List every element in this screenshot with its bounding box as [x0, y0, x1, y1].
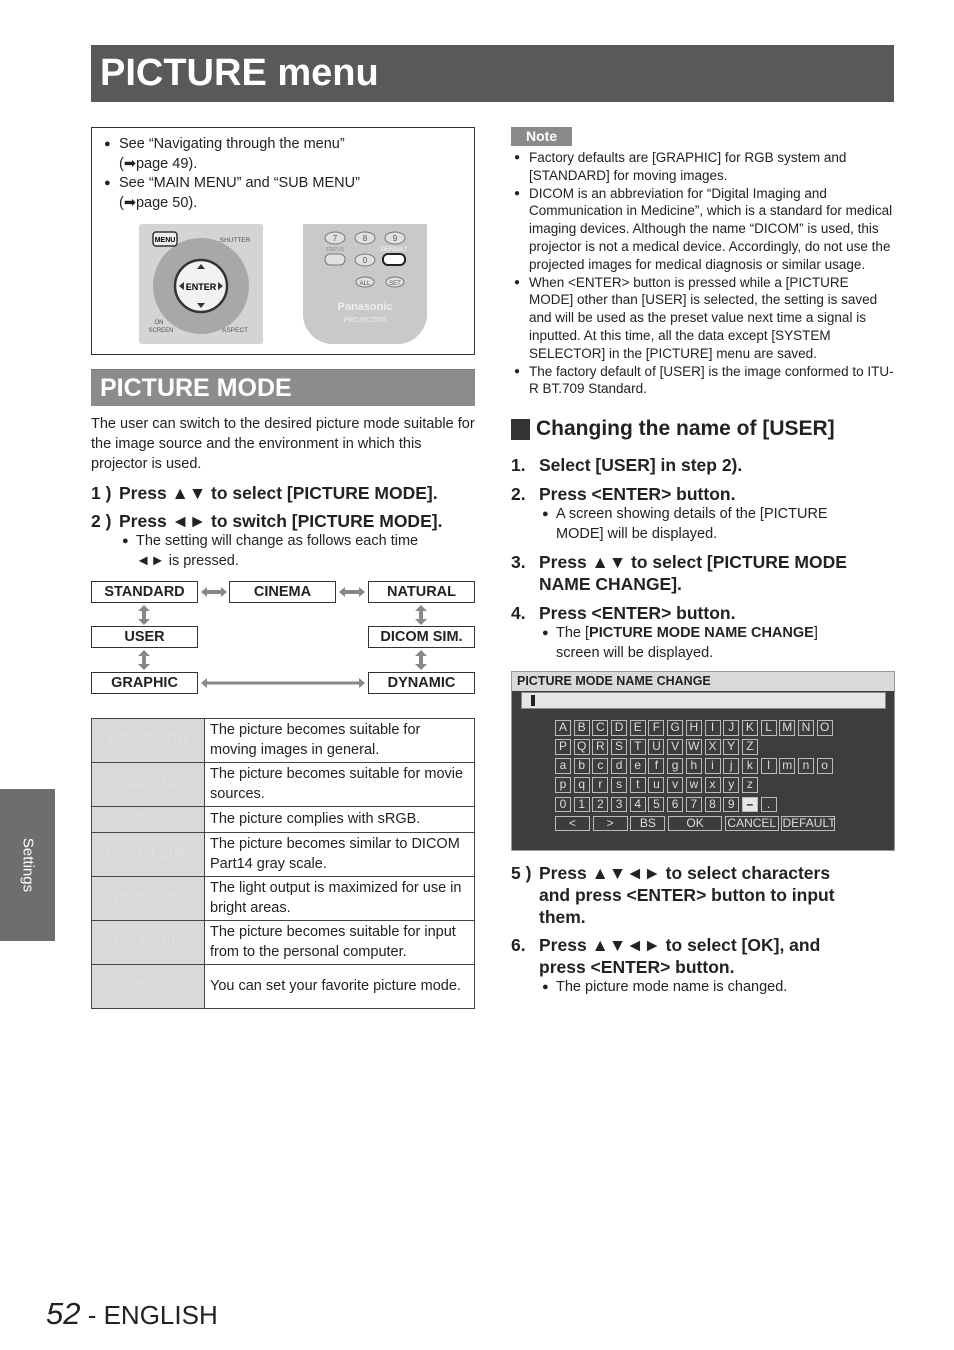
- subsection-heading: Changing the name of [USER]: [511, 416, 895, 442]
- flow-user: USER: [91, 626, 198, 648]
- flow-standard: STANDARD: [91, 581, 198, 603]
- keyboard-key[interactable]: 0: [555, 797, 571, 813]
- keyboard-key[interactable]: Y: [723, 739, 739, 755]
- keyboard-key[interactable]: q: [574, 777, 590, 793]
- vertical-double-arrow-icon: [415, 605, 427, 625]
- backspace-key[interactable]: BS: [630, 816, 665, 832]
- flow-cinema: CINEMA: [229, 581, 336, 603]
- keyboard-key[interactable]: l: [761, 758, 777, 774]
- text-cursor: [531, 695, 535, 706]
- keyboard-key[interactable]: M: [779, 720, 795, 736]
- keyboard-row: [555, 739, 838, 755]
- picture-mode-table: [91, 718, 475, 1009]
- keyboard-key[interactable]: v: [667, 777, 683, 793]
- keyboard-key[interactable]: A: [555, 720, 571, 736]
- cn-step-2-note-cont: MODE] will be displayed.: [556, 525, 718, 542]
- enter-key: ENTER: [185, 282, 217, 292]
- keyboard-key[interactable]: J: [723, 720, 739, 736]
- flow-graphic: GRAPHIC: [91, 672, 198, 694]
- table-row: DYNAMIC The light output is maximized for use in bright areas.: [92, 877, 475, 921]
- keyboard-key[interactable]: C: [592, 720, 608, 736]
- keyboard-key[interactable]: g: [667, 758, 683, 774]
- keyboard-key[interactable]: K: [742, 720, 758, 736]
- page-number: 52: [46, 1296, 81, 1331]
- keyboard-key[interactable]: 3: [611, 797, 627, 813]
- step-2-note: ● The setting will change as follows each time: [91, 532, 475, 552]
- keyboard-key[interactable]: T: [630, 739, 646, 755]
- keyboard-key[interactable]: G: [667, 720, 683, 736]
- mode-flow-diagram: [91, 581, 475, 701]
- keyboard-key[interactable]: o: [817, 758, 833, 774]
- info-box: [91, 127, 475, 355]
- cn-step-2: 2. Press <ENTER> button.: [511, 484, 736, 505]
- ok-key[interactable]: OK: [668, 816, 722, 832]
- long-double-arrow-icon: [201, 678, 365, 688]
- svg-text:8: 8: [362, 234, 368, 243]
- title-bar: [91, 45, 894, 102]
- keyboard-key[interactable]: x: [705, 777, 721, 793]
- table-row: NATURAL The picture complies with sRGB.: [92, 807, 475, 833]
- keyboard-key[interactable]: f: [648, 758, 664, 774]
- flow-dicom: DICOM SIM.: [368, 626, 475, 648]
- keyboard-key[interactable]: k: [742, 758, 758, 774]
- svg-text:7: 7: [332, 234, 338, 243]
- intro-text: The user can switch to the desired picture mode suitable for the image source and the environment in which this projector is used.: [91, 416, 475, 472]
- keyboard-row: [555, 720, 838, 736]
- keyboard-key[interactable]: u: [648, 777, 664, 793]
- double-arrow-icon: [339, 587, 365, 597]
- cn-step-5: 5 ) Press ▲▼◄► to select characters and press <ENTER> button to input them.: [511, 863, 835, 928]
- svg-text:STATUS: STATUS: [325, 247, 345, 253]
- note-item: ● The factory default of [USER] is the image conformed to ITU-R BT.709 Standard.: [511, 363, 895, 399]
- cn-step-1: 1. Select [USER] in step 2).: [511, 455, 743, 476]
- keyboard-key[interactable]: i: [705, 758, 721, 774]
- step-2: 2 ) Press ◄► to switch [PICTURE MODE].: [91, 511, 443, 531]
- vertical-double-arrow-icon: [138, 605, 150, 625]
- page-title: PICTURE menu: [100, 52, 379, 94]
- keyboard-key[interactable]: 1: [574, 797, 590, 813]
- info-bullet: ● See “MAIN MENU” and “SUB MENU” (➡page 50).: [104, 174, 462, 213]
- svg-text:ALL: ALL: [359, 281, 371, 287]
- keyboard-key[interactable]: h: [686, 758, 702, 774]
- vertical-double-arrow-icon: [138, 650, 150, 670]
- keyboard-key[interactable]: y: [723, 777, 739, 793]
- remote-control-image: [303, 224, 427, 344]
- keyboard-key[interactable]: L: [761, 720, 777, 736]
- keyboard-key[interactable]: E: [630, 720, 646, 736]
- keyboard-key[interactable]: X: [705, 739, 721, 755]
- keyboard-key[interactable]: R: [592, 739, 608, 755]
- step-2-note-cont: ◄► is pressed.: [136, 552, 239, 569]
- default-key: DEFAULT: [380, 247, 408, 253]
- keyboard-key[interactable]: W: [686, 739, 702, 755]
- step-1: 1 ) Press ▲▼ to select [PICTURE MODE].: [91, 483, 438, 503]
- note-item: ● Factory defaults are [GRAPHIC] for RGB system and [STANDARD] for moving images.: [511, 149, 895, 185]
- svg-text:PROJECTOR: PROJECTOR: [343, 317, 387, 324]
- keyboard-key[interactable]: t: [630, 777, 646, 793]
- svg-text:SET: SET: [389, 281, 401, 287]
- keyboard-key[interactable]: a: [555, 758, 571, 774]
- name-input-field[interactable]: [521, 692, 886, 709]
- name-change-screen: [511, 671, 895, 851]
- cn-step-3: 3. Press ▲▼ to select [PICTURE MODE NAME CHANGE].: [511, 552, 847, 595]
- keyboard-key[interactable]: e: [630, 758, 646, 774]
- cn-step-6-note: ● The picture mode name is changed.: [511, 978, 895, 998]
- table-row: DICOM SIM. The picture becomes similar to DICOM Part14 gray scale.: [92, 833, 475, 877]
- table-row: CINEMA The picture becomes suitable for movie sources.: [92, 763, 475, 807]
- note-label: Note: [511, 127, 572, 146]
- keyboard-key[interactable]: 4: [630, 797, 646, 813]
- flow-natural: NATURAL: [368, 581, 475, 603]
- keyboard-key[interactable]: 8: [705, 797, 721, 813]
- on-screen-key-1: ON: [154, 320, 164, 326]
- keyboard-row: [555, 816, 838, 832]
- control-panel-image: [139, 224, 263, 344]
- note-list: [511, 149, 895, 398]
- keyboard-key[interactable]: F: [648, 720, 664, 736]
- keyboard-key[interactable]: w: [686, 777, 702, 793]
- menu-key: MENU: [154, 237, 176, 244]
- keyboard-key[interactable]: .: [761, 797, 777, 813]
- keyboard-key[interactable]: b: [574, 758, 590, 774]
- keyboard-key[interactable]: O: [817, 720, 833, 736]
- language-label: ENGLISH: [103, 1300, 218, 1330]
- heading-square-icon: [511, 419, 530, 440]
- keyboard-key[interactable]: c: [592, 758, 608, 774]
- cn-step-6: 6. Press ▲▼◄► to select [OK], and press <ENTER> button.: [511, 935, 821, 978]
- aspect-key: ASPECT: [221, 327, 249, 334]
- svg-text:0: 0: [362, 256, 368, 265]
- on-screen-keyboard: [555, 720, 838, 835]
- side-tab-label: Settings: [19, 837, 36, 893]
- table-row: GRAPHIC The picture becomes suitable for input from to the personal computer.: [92, 921, 475, 965]
- keyboard-key[interactable]: z: [742, 777, 758, 793]
- double-arrow-icon: [201, 587, 227, 597]
- cancel-key[interactable]: CANCEL: [725, 816, 779, 832]
- section-heading: PICTURE MODE: [100, 374, 292, 402]
- default-key[interactable]: DEFAULT: [782, 815, 836, 830]
- keyboard-key[interactable]: 2: [592, 797, 608, 813]
- keyboard-key[interactable]: j: [723, 758, 739, 774]
- cn-step-4-note: ● The [PICTURE MODE NAME CHANGE]: [511, 624, 895, 644]
- left-column: [91, 127, 475, 1009]
- keyboard-key[interactable]: B: [574, 720, 590, 736]
- keyboard-key[interactable]: 9: [723, 797, 739, 813]
- keyboard-key[interactable]: Q: [574, 739, 590, 755]
- table-row: STANDARD The picture becomes suitable for moving images in general.: [92, 719, 475, 763]
- cn-step-4-note-cont: screen will be displayed.: [556, 644, 714, 661]
- keyboard-key[interactable]: 6: [667, 797, 683, 813]
- info-bullet: ● See “Navigating through the menu” (➡page 49).: [104, 135, 462, 174]
- keyboard-key[interactable]: D: [611, 720, 627, 736]
- cursor-left-key[interactable]: <: [555, 816, 590, 832]
- page-footer: 52 - ENGLISH: [46, 1296, 218, 1331]
- keyboard-row: [555, 758, 838, 774]
- keyboard-key[interactable]: d: [611, 758, 627, 774]
- screen-header: PICTURE MODE NAME CHANGE: [512, 672, 894, 691]
- keyboard-key[interactable]: r: [592, 777, 608, 793]
- keyboard-key[interactable]: –: [742, 797, 758, 813]
- section-heading-bar: [91, 369, 475, 406]
- right-column: [511, 127, 895, 998]
- keyboard-key[interactable]: N: [798, 720, 814, 736]
- keyboard-key[interactable]: P: [555, 739, 571, 755]
- on-screen-key-2: SCREEN: [148, 328, 174, 334]
- note-item: ● When <ENTER> button is pressed while a [PICTURE MODE] other than [USER] is selected, the setting is saved and will be used as the preset value next time a signal is inputted. At this time, all the data except [SYSTEM SELECTOR] in the [PICTURE] menu are saved.: [511, 274, 895, 363]
- keyboard-key[interactable]: n: [798, 758, 814, 774]
- cn-step-2-note: ● A screen showing details of the [PICTURE: [511, 505, 895, 525]
- shutter-key: SHUTTER: [219, 237, 251, 244]
- table-row: USER You can set your favorite picture mode.: [92, 965, 475, 1009]
- keyboard-row: [555, 797, 838, 813]
- note-item: ● DICOM is an abbreviation for “Digital Imaging and Communication in Medicine”, which is a standard for medical imaging devices. Although the name “DICOM” is used, this projector is not a medical device. Accordingly, do not use the projected images for medical diagnosis or similar usage.: [511, 185, 895, 274]
- keyboard-key[interactable]: V: [667, 739, 683, 755]
- keyboard-key[interactable]: Z: [742, 739, 758, 755]
- keyboard-row: [555, 777, 838, 793]
- side-tab: [0, 789, 55, 941]
- brand-logo: Panasonic: [337, 301, 393, 313]
- cn-step-4: 4. Press <ENTER> button.: [511, 603, 736, 624]
- vertical-double-arrow-icon: [415, 650, 427, 670]
- keyboard-key[interactable]: H: [686, 720, 702, 736]
- keyboard-key[interactable]: I: [705, 720, 721, 736]
- flow-dynamic: DYNAMIC: [368, 672, 475, 694]
- keyboard-key[interactable]: p: [555, 777, 571, 793]
- keyboard-key[interactable]: s: [611, 777, 627, 793]
- svg-text:9: 9: [392, 234, 398, 243]
- keyboard-key[interactable]: U: [648, 739, 664, 755]
- keyboard-key[interactable]: S: [611, 739, 627, 755]
- keyboard-key[interactable]: m: [779, 758, 795, 774]
- keyboard-key[interactable]: 5: [648, 797, 664, 813]
- keyboard-key[interactable]: 7: [686, 797, 702, 813]
- cursor-right-key[interactable]: >: [593, 816, 628, 832]
